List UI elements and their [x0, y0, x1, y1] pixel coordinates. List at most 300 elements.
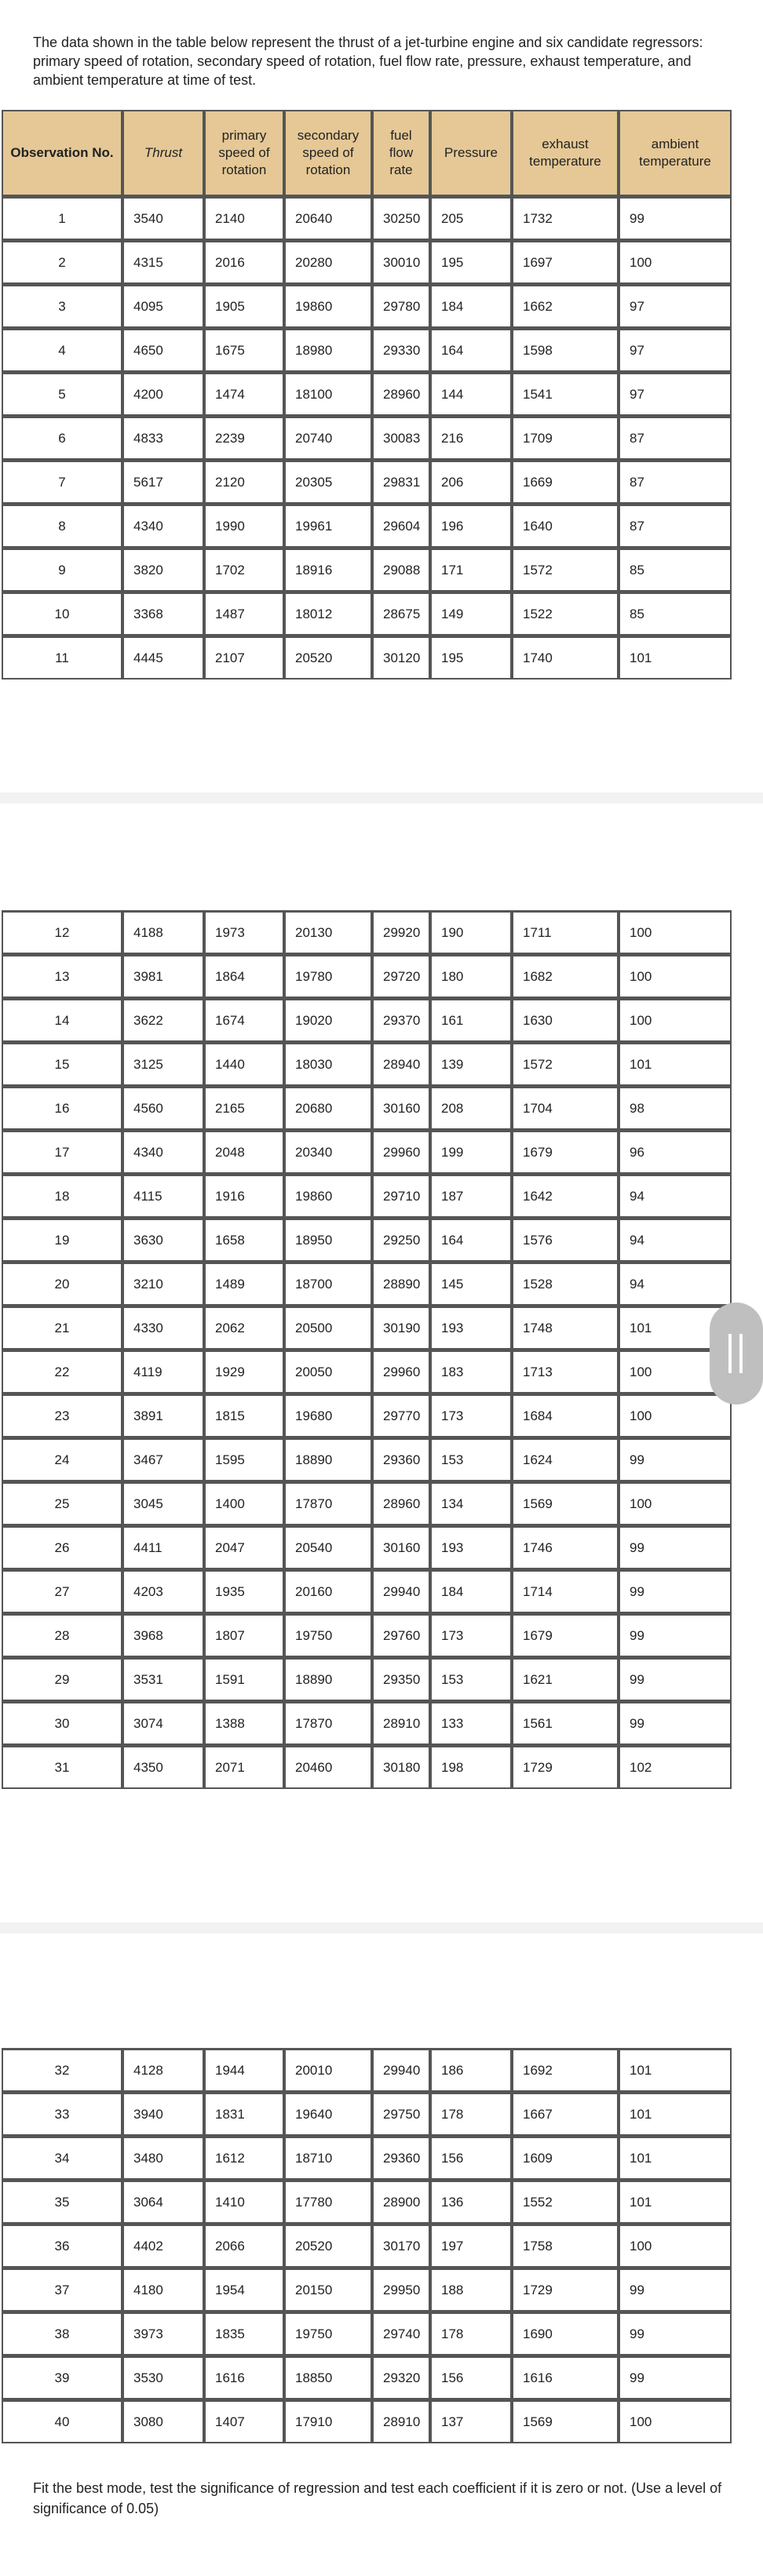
table-cell: 96 — [619, 1130, 732, 1174]
table-cell: 19860 — [284, 1174, 372, 1218]
table-row — [2, 196, 732, 240]
table-cell: 4411 — [122, 1525, 204, 1569]
table-row — [2, 1657, 732, 1701]
table-cell: 101 — [619, 1306, 732, 1350]
table-cell: 193 — [430, 1306, 512, 1350]
table-cell: 1674 — [204, 998, 284, 1042]
table-row — [2, 1613, 732, 1657]
table-cell: 4315 — [122, 240, 204, 284]
table-cell: 1973 — [204, 910, 284, 954]
table-cell: 1746 — [512, 1525, 619, 1569]
table-cell: 4180 — [122, 2268, 204, 2312]
table-cell: 18850 — [284, 2356, 372, 2399]
table-cell: 1916 — [204, 1174, 284, 1218]
table-cell: 29088 — [372, 548, 430, 592]
table-cell: 1440 — [204, 1042, 284, 1086]
table-cell: 1675 — [204, 328, 284, 372]
table-cell: 6 — [2, 416, 122, 460]
table-cell: 29320 — [372, 2356, 430, 2399]
table-cell: 3530 — [122, 2356, 204, 2399]
table-cell: 1729 — [512, 2268, 619, 2312]
table-cell: 2165 — [204, 1086, 284, 1130]
table-cell: 3080 — [122, 2399, 204, 2443]
table-cell: 2062 — [204, 1306, 284, 1350]
table-cell: 21 — [2, 1306, 122, 1350]
table-cell: 102 — [619, 1745, 732, 1789]
table-cell: 4330 — [122, 1306, 204, 1350]
table-cell: 3820 — [122, 548, 204, 592]
table-cell: 183 — [430, 1350, 512, 1394]
table-cell: 1569 — [512, 1481, 619, 1525]
table-cell: 99 — [619, 1437, 732, 1481]
table-cell: 38 — [2, 2312, 122, 2356]
table-cell: 18890 — [284, 1437, 372, 1481]
table-cell: 184 — [430, 1569, 512, 1613]
table-cell: 11 — [2, 636, 122, 680]
table-cell: 29360 — [372, 1437, 430, 1481]
table-cell: 20280 — [284, 240, 372, 284]
table-cell: 34 — [2, 2136, 122, 2180]
table-cell: 208 — [430, 1086, 512, 1130]
table-cell: 4200 — [122, 372, 204, 416]
table-cell: 100 — [619, 2399, 732, 2443]
intro-paragraph: The data shown in the table below represent the thrust of a jet-turbine engine and six candidate regressors: primary speed of rotation, secondary speed of rotation, fuel flow rate, pressure, exhaust temperature, and ambient temperature at time of test. — [33, 35, 703, 88]
table-cell: 1732 — [512, 196, 619, 240]
table-cell: 171 — [430, 548, 512, 592]
table-cell: 33 — [2, 2092, 122, 2136]
table-row — [2, 998, 732, 1042]
data-table-part-1 — [2, 110, 732, 680]
table-cell: 36 — [2, 2224, 122, 2268]
table-cell: 20130 — [284, 910, 372, 954]
table-cell: 18950 — [284, 1218, 372, 1262]
table-cell: 1935 — [204, 1569, 284, 1613]
table-cell: 1711 — [512, 910, 619, 954]
table-cell: 1702 — [204, 548, 284, 592]
table-cell: 28910 — [372, 2399, 430, 2443]
table-row — [2, 2048, 732, 2092]
table-cell: 30083 — [372, 416, 430, 460]
table-cell: 1692 — [512, 2048, 619, 2092]
table-cell: 30120 — [372, 636, 430, 680]
table-cell: 1684 — [512, 1394, 619, 1437]
table-cell: 1624 — [512, 1437, 619, 1481]
table-cell: 30010 — [372, 240, 430, 284]
table-cell: 156 — [430, 2136, 512, 2180]
table-row — [2, 2092, 732, 2136]
table-cell: 4650 — [122, 328, 204, 372]
table-cell: 99 — [619, 2268, 732, 2312]
table-cell: 180 — [430, 954, 512, 998]
table-row — [2, 1262, 732, 1306]
table-cell: 29940 — [372, 1569, 430, 1613]
table-cell: 1616 — [512, 2356, 619, 2399]
table-cell: 3210 — [122, 1262, 204, 1306]
table-cell: 1410 — [204, 2180, 284, 2224]
table-cell: 29370 — [372, 998, 430, 1042]
table-cell: 87 — [619, 416, 732, 460]
table-cell: 4833 — [122, 416, 204, 460]
table-cell: 134 — [430, 1481, 512, 1525]
table-cell: 1474 — [204, 372, 284, 416]
table-cell: 29940 — [372, 2048, 430, 2092]
table-cell: 30180 — [372, 1745, 430, 1789]
table-cell: 17 — [2, 1130, 122, 1174]
table-cell: 1864 — [204, 954, 284, 998]
table-cell: 29760 — [372, 1613, 430, 1657]
table-cell: 1815 — [204, 1394, 284, 1437]
table-cell: 94 — [619, 1218, 732, 1262]
table-row — [2, 2136, 732, 2180]
table-cell: 99 — [619, 1657, 732, 1701]
table-row — [2, 1130, 732, 1174]
table-cell: 30190 — [372, 1306, 430, 1350]
table-cell: 5 — [2, 372, 122, 416]
table-row — [2, 2224, 732, 2268]
table-cell: 1640 — [512, 504, 619, 548]
table-row — [2, 1569, 732, 1613]
table-cell: 1388 — [204, 1701, 284, 1745]
table-cell: 29720 — [372, 954, 430, 998]
table-cell: 29710 — [372, 1174, 430, 1218]
table-cell: 1400 — [204, 1481, 284, 1525]
table-cell: 1714 — [512, 1569, 619, 1613]
table-cell: 2048 — [204, 1130, 284, 1174]
table-cell: 198 — [430, 1745, 512, 1789]
header-primary-speed: primary speed of rotation — [204, 110, 284, 196]
table-cell: 1679 — [512, 1130, 619, 1174]
data-table-part-2 — [2, 910, 732, 1789]
table-cell: 1569 — [512, 2399, 619, 2443]
table-cell: 216 — [430, 416, 512, 460]
table-cell: 2120 — [204, 460, 284, 504]
table-cell: 1658 — [204, 1218, 284, 1262]
table-cell: 7 — [2, 460, 122, 504]
table-cell: 1487 — [204, 592, 284, 636]
table-cell: 1630 — [512, 998, 619, 1042]
table-cell: 1572 — [512, 1042, 619, 1086]
table-cell: 18890 — [284, 1657, 372, 1701]
table-row — [2, 2356, 732, 2399]
table-row — [2, 1745, 732, 1789]
table-cell: 3891 — [122, 1394, 204, 1437]
table-cell: 30160 — [372, 1525, 430, 1569]
table-cell: 1709 — [512, 416, 619, 460]
table-cell: 3125 — [122, 1042, 204, 1086]
table-cell: 100 — [619, 1350, 732, 1394]
table-cell: 13 — [2, 954, 122, 998]
table-cell: 137 — [430, 2399, 512, 2443]
table-cell: 99 — [619, 2356, 732, 2399]
table-cell: 28900 — [372, 2180, 430, 2224]
table-cell: 1528 — [512, 1262, 619, 1306]
table-cell: 139 — [430, 1042, 512, 1086]
table-cell: 28960 — [372, 372, 430, 416]
table-cell: 3368 — [122, 592, 204, 636]
table-cell: 186 — [430, 2048, 512, 2092]
table-cell: 4340 — [122, 1130, 204, 1174]
table-cell: 1905 — [204, 284, 284, 328]
table-cell: 18 — [2, 1174, 122, 1218]
table-cell: 28675 — [372, 592, 430, 636]
table-cell: 29330 — [372, 328, 430, 372]
table-cell: 19860 — [284, 284, 372, 328]
table-cell: 27 — [2, 1569, 122, 1613]
table-cell: 30 — [2, 1701, 122, 1745]
table-cell: 18030 — [284, 1042, 372, 1086]
table-cell: 30160 — [372, 1086, 430, 1130]
table-cell: 1591 — [204, 1657, 284, 1701]
table-row — [2, 954, 732, 998]
table-cell: 19 — [2, 1218, 122, 1262]
table-cell: 18916 — [284, 548, 372, 592]
table-cell: 2066 — [204, 2224, 284, 2268]
table-cell: 4445 — [122, 636, 204, 680]
table-cell: 1669 — [512, 460, 619, 504]
table-cell: 1929 — [204, 1350, 284, 1394]
table-cell: 29250 — [372, 1218, 430, 1262]
table-row — [2, 1437, 732, 1481]
table-cell: 94 — [619, 1174, 732, 1218]
header-thrust: Thrust — [122, 110, 204, 196]
table-cell: 144 — [430, 372, 512, 416]
table-cell: 173 — [430, 1613, 512, 1657]
table-cell: 2107 — [204, 636, 284, 680]
table-cell: 1944 — [204, 2048, 284, 2092]
table-cell: 1748 — [512, 1306, 619, 1350]
table-cell: 29770 — [372, 1394, 430, 1437]
table-cell: 133 — [430, 1701, 512, 1745]
table-cell: 29950 — [372, 2268, 430, 2312]
table-row — [2, 504, 732, 548]
table-cell: 29350 — [372, 1657, 430, 1701]
header-pressure: Pressure — [430, 110, 512, 196]
table-cell: 18012 — [284, 592, 372, 636]
table-cell: 20 — [2, 1262, 122, 1306]
question-text: Fit the best mode, test the significance of regression and test each coefficient if it is zero or not. (Use a level of significance of 0.05) — [33, 2480, 722, 2516]
table-cell: 101 — [619, 1042, 732, 1086]
table-cell: 85 — [619, 548, 732, 592]
table-cell: 31 — [2, 1745, 122, 1789]
table-cell: 99 — [619, 1569, 732, 1613]
table-cell: 28890 — [372, 1262, 430, 1306]
table-cell: 12 — [2, 910, 122, 954]
table-cell: 3968 — [122, 1613, 204, 1657]
table-cell: 26 — [2, 1525, 122, 1569]
table-row — [2, 328, 732, 372]
table-cell: 20460 — [284, 1745, 372, 1789]
table-cell: 20740 — [284, 416, 372, 460]
table-cell: 164 — [430, 1218, 512, 1262]
table-cell: 149 — [430, 592, 512, 636]
page-gap — [0, 792, 763, 803]
table-row — [2, 1086, 732, 1130]
table-cell: 184 — [430, 284, 512, 328]
table-cell: 15 — [2, 1042, 122, 1086]
table-cell: 29960 — [372, 1130, 430, 1174]
table-cell: 28940 — [372, 1042, 430, 1086]
table-cell: 18700 — [284, 1262, 372, 1306]
table-cell: 20540 — [284, 1525, 372, 1569]
table-cell: 101 — [619, 2048, 732, 2092]
table-cell: 17780 — [284, 2180, 372, 2224]
table-cell: 1616 — [204, 2356, 284, 2399]
table-cell: 20500 — [284, 1306, 372, 1350]
table-row — [2, 1218, 732, 1262]
table-cell: 14 — [2, 998, 122, 1042]
table-cell: 94 — [619, 1262, 732, 1306]
table-cell: 35 — [2, 2180, 122, 2224]
table-cell: 3973 — [122, 2312, 204, 2356]
table-row — [2, 460, 732, 504]
table-cell: 196 — [430, 504, 512, 548]
table-cell: 20010 — [284, 2048, 372, 2092]
table-cell: 188 — [430, 2268, 512, 2312]
table-cell: 1758 — [512, 2224, 619, 2268]
table-row — [2, 1042, 732, 1086]
table-cell: 1489 — [204, 1262, 284, 1306]
table-cell: 18100 — [284, 372, 372, 416]
table-cell: 87 — [619, 504, 732, 548]
table-cell: 3064 — [122, 2180, 204, 2224]
table-cell: 24 — [2, 1437, 122, 1481]
table-cell: 100 — [619, 910, 732, 954]
table-cell: 164 — [430, 328, 512, 372]
table-cell: 85 — [619, 592, 732, 636]
table-cell: 20305 — [284, 460, 372, 504]
table-row — [2, 1350, 732, 1394]
table-cell: 3 — [2, 284, 122, 328]
table-cell: 2 — [2, 240, 122, 284]
table-cell: 4 — [2, 328, 122, 372]
table-cell: 29604 — [372, 504, 430, 548]
table-cell: 4188 — [122, 910, 204, 954]
table-row — [2, 636, 732, 680]
table-cell: 29780 — [372, 284, 430, 328]
table-cell: 190 — [430, 910, 512, 954]
table-cell: 32 — [2, 2048, 122, 2092]
table-cell: 1595 — [204, 1437, 284, 1481]
table-cell: 4128 — [122, 2048, 204, 2092]
table-cell: 1572 — [512, 548, 619, 592]
table-cell: 153 — [430, 1657, 512, 1701]
table-cell: 153 — [430, 1437, 512, 1481]
table-row — [2, 1306, 732, 1350]
table-row — [2, 910, 732, 954]
table-row — [2, 372, 732, 416]
data-table-part-3 — [2, 2048, 732, 2443]
table-cell: 156 — [430, 2356, 512, 2399]
table-cell: 101 — [619, 2092, 732, 2136]
table-cell: 1667 — [512, 2092, 619, 2136]
table-cell: 187 — [430, 1174, 512, 1218]
table-cell: 20340 — [284, 1130, 372, 1174]
header-ambient-temperature: ambient temperature — [619, 110, 732, 196]
page-gap — [0, 1922, 763, 1933]
table-cell: 28960 — [372, 1481, 430, 1525]
table-cell: 18710 — [284, 2136, 372, 2180]
table-row — [2, 2312, 732, 2356]
table-cell: 2016 — [204, 240, 284, 284]
table-cell: 1690 — [512, 2312, 619, 2356]
table-cell: 2071 — [204, 1745, 284, 1789]
table-cell: 1576 — [512, 1218, 619, 1262]
table-cell: 3940 — [122, 2092, 204, 2136]
table-cell: 101 — [619, 2180, 732, 2224]
table-cell: 1835 — [204, 2312, 284, 2356]
table-cell: 97 — [619, 284, 732, 328]
table-cell: 4340 — [122, 504, 204, 548]
table-row — [2, 240, 732, 284]
table-row — [2, 1525, 732, 1569]
table-cell: 1612 — [204, 2136, 284, 2180]
table-cell: 145 — [430, 1262, 512, 1306]
table-cell: 1954 — [204, 2268, 284, 2312]
table-cell: 19640 — [284, 2092, 372, 2136]
table-cell: 99 — [619, 1613, 732, 1657]
table-cell: 20050 — [284, 1350, 372, 1394]
table-cell: 40 — [2, 2399, 122, 2443]
table-cell: 193 — [430, 1525, 512, 1569]
table-cell: 1990 — [204, 504, 284, 548]
header-exhaust-temperature: exhaust temperature — [512, 110, 619, 196]
table-cell: 97 — [619, 328, 732, 372]
table-cell: 1541 — [512, 372, 619, 416]
table-cell: 161 — [430, 998, 512, 1042]
table-cell: 4203 — [122, 1569, 204, 1613]
table-row — [2, 2268, 732, 2312]
table-cell: 1697 — [512, 240, 619, 284]
table-row — [2, 1701, 732, 1745]
table-cell: 206 — [430, 460, 512, 504]
table-cell: 2047 — [204, 1525, 284, 1569]
table-cell: 3045 — [122, 1481, 204, 1525]
table-cell: 99 — [619, 2312, 732, 2356]
table-cell: 17870 — [284, 1701, 372, 1745]
table-row — [2, 2399, 732, 2443]
table-cell: 19750 — [284, 1613, 372, 1657]
table-cell: 17910 — [284, 2399, 372, 2443]
table-cell: 23 — [2, 1394, 122, 1437]
table-cell: 197 — [430, 2224, 512, 2268]
table-cell: 1552 — [512, 2180, 619, 2224]
table-cell: 101 — [619, 636, 732, 680]
table-cell: 29831 — [372, 460, 430, 504]
table-cell: 2239 — [204, 416, 284, 460]
table-cell: 3531 — [122, 1657, 204, 1701]
table-cell: 8 — [2, 504, 122, 548]
table-row — [2, 284, 732, 328]
table-cell: 100 — [619, 998, 732, 1042]
table-row — [2, 592, 732, 636]
table-row — [2, 1174, 732, 1218]
grip-line-icon — [739, 1334, 743, 1373]
table-cell: 205 — [430, 196, 512, 240]
table-cell: 10 — [2, 592, 122, 636]
table-cell: 29750 — [372, 2092, 430, 2136]
table-cell: 5617 — [122, 460, 204, 504]
table-cell: 29740 — [372, 2312, 430, 2356]
table-cell: 20640 — [284, 196, 372, 240]
table-cell: 100 — [619, 240, 732, 284]
table-cell: 22 — [2, 1350, 122, 1394]
table-cell: 9 — [2, 548, 122, 592]
table-row — [2, 548, 732, 592]
table-cell: 98 — [619, 1086, 732, 1130]
table-cell: 1662 — [512, 284, 619, 328]
scrollbar-handle[interactable] — [710, 1303, 763, 1405]
table-cell: 100 — [619, 954, 732, 998]
